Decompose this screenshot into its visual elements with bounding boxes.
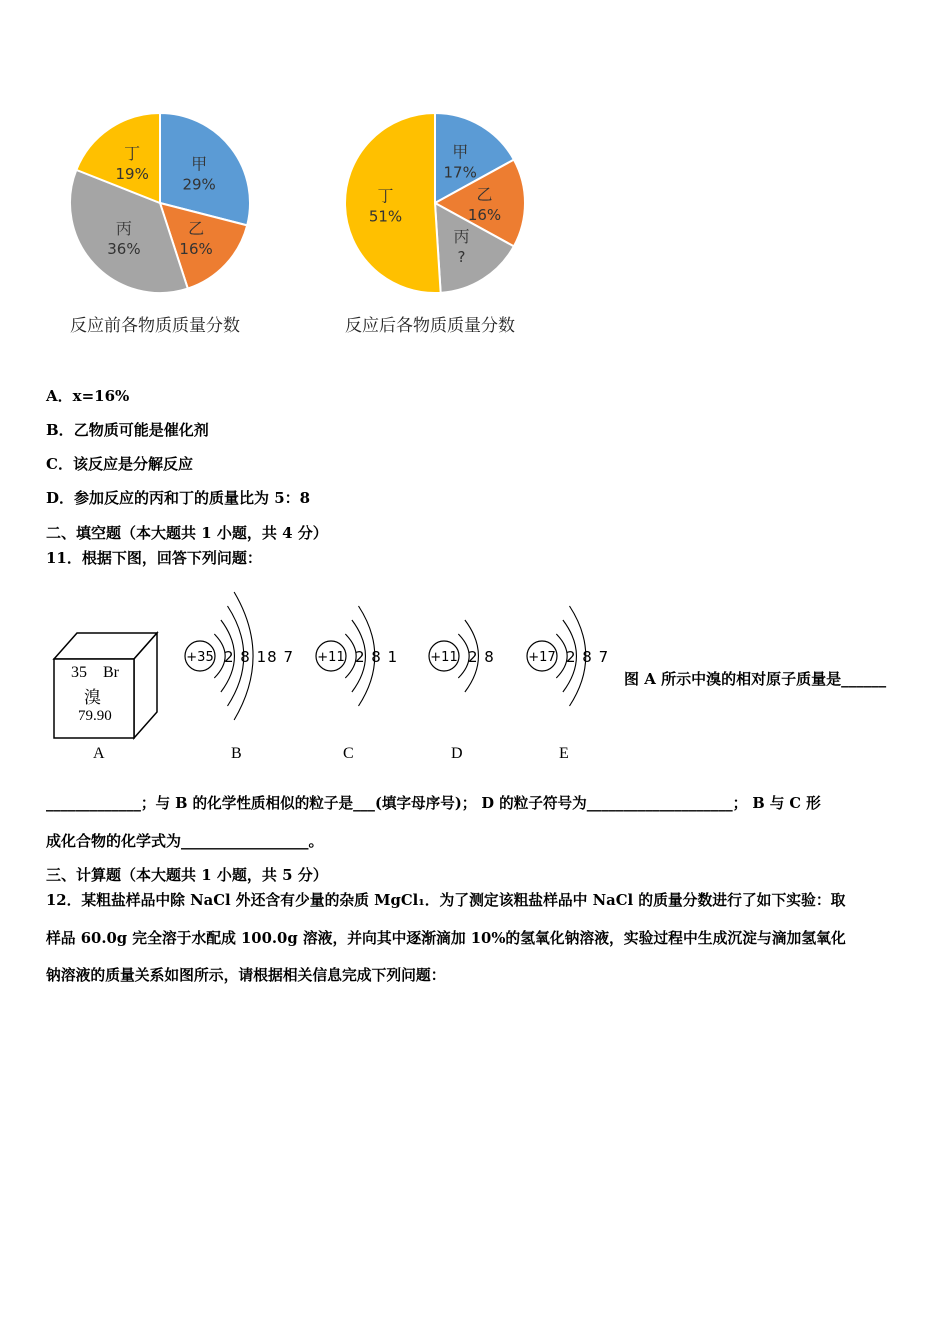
question-12-line-2: 样品 60.0g 完全溶于水配成 100.0g 溶液，并向其中逐渐滴加 10%的氢氧化钠溶液，实验过程中生成沉淀与滴加氢氧化 (46, 930, 846, 947)
figure-label-a: A (93, 745, 105, 762)
question-12-line-1: 12．某粗盐样品中除 NaCl 外还含有少量的杂质 MgCl₁．为了测定该粗盐样品中 NaCl 的质量分数进行了如下实验：取 (46, 892, 846, 909)
nucleus-charge: +17 (528, 650, 556, 665)
pie-slice-name: 丁 (377, 186, 394, 206)
element-mass: 79.90 (78, 708, 112, 724)
atom-diagram-c (316, 606, 398, 706)
question-11-line-1: _____________；与 B 的化学性质相似的粒子是___(填字母序号)； D 的粒子符号为____________________； B 与 C 形 (46, 795, 821, 812)
nucleus-charge: +11 (317, 650, 345, 665)
figure-label-b: B (231, 745, 242, 762)
pie-slice-name: 乙 (476, 185, 493, 204)
pie-caption-after: 反应后各物质质量分数 (345, 316, 515, 336)
pie-slice-name: 甲 (452, 142, 469, 162)
pie-slice-name: 丙 (453, 226, 470, 246)
element-box-figure (50, 628, 165, 768)
element-symbol: Br (103, 664, 119, 681)
shell-electrons: 2 8 1 (355, 648, 399, 666)
pie-slice-name: 甲 (191, 154, 208, 174)
pie-slice-label: 16% (467, 206, 502, 224)
question-12-line-3: 钠溶液的质量关系如图所示，请根据相关信息完成下列问题： (46, 967, 446, 984)
pie-slice-label: 51% (368, 207, 403, 226)
element-atomic-number: 35 (71, 664, 87, 681)
question-11-prompt: 11．根据下图，回答下列问题： (46, 549, 262, 567)
nucleus-charge: +35 (186, 650, 214, 665)
pie-slice-label: 36% (107, 239, 141, 258)
figure-label-e: E (559, 745, 569, 762)
figure-label-d: D (451, 745, 463, 762)
question-11-line-2: 成化合物的化学式为_________________。 (46, 832, 324, 850)
atom-diagram-e (527, 606, 609, 706)
pie-chart-before (55, 100, 265, 305)
pie-slice-label: 19% (115, 165, 149, 184)
option-d: D．参加反应的丙和丁的质量比为 5：8 (46, 489, 311, 507)
option-b: B．乙物质可能是催化剂 (46, 421, 209, 439)
section-3-heading: 三、计算题（本大题共 1 小题，共 5 分） (46, 866, 328, 884)
section-2-heading: 二、填空题（本大题共 1 小题，共 4 分） (46, 524, 328, 542)
pie-chart-after (330, 100, 540, 305)
pie-caption-before: 反应前各物质质量分数 (70, 316, 240, 336)
shell-electrons: 2 8 18 7 (224, 648, 295, 666)
shell-electrons: 2 8 7 (566, 648, 610, 666)
atom-diagram-d (429, 620, 495, 692)
element-name: 溴 (84, 688, 101, 708)
pie-slice-label: ? (457, 247, 466, 266)
atom-diagram-b (185, 592, 294, 720)
question-11-part-1: 图 A 所示中溴的相对原子质量是______ (624, 670, 887, 688)
nucleus-charge: +11 (430, 650, 458, 665)
figure-label-c: C (343, 745, 354, 762)
pie-slice-name: 丙 (115, 218, 132, 238)
option-a: A．x=16% (46, 387, 130, 405)
atom-structure-diagrams (170, 580, 620, 770)
pie-slice-label: 16% (179, 239, 213, 258)
option-c: C．该反应是分解反应 (46, 455, 193, 473)
pie-slice-name: 丁 (124, 144, 141, 164)
pie-slice-label: 17% (443, 163, 477, 182)
shell-electrons: 2 8 (468, 648, 495, 666)
pie-slice-name: 乙 (188, 218, 205, 238)
pie-slice-label: 29% (182, 175, 216, 194)
